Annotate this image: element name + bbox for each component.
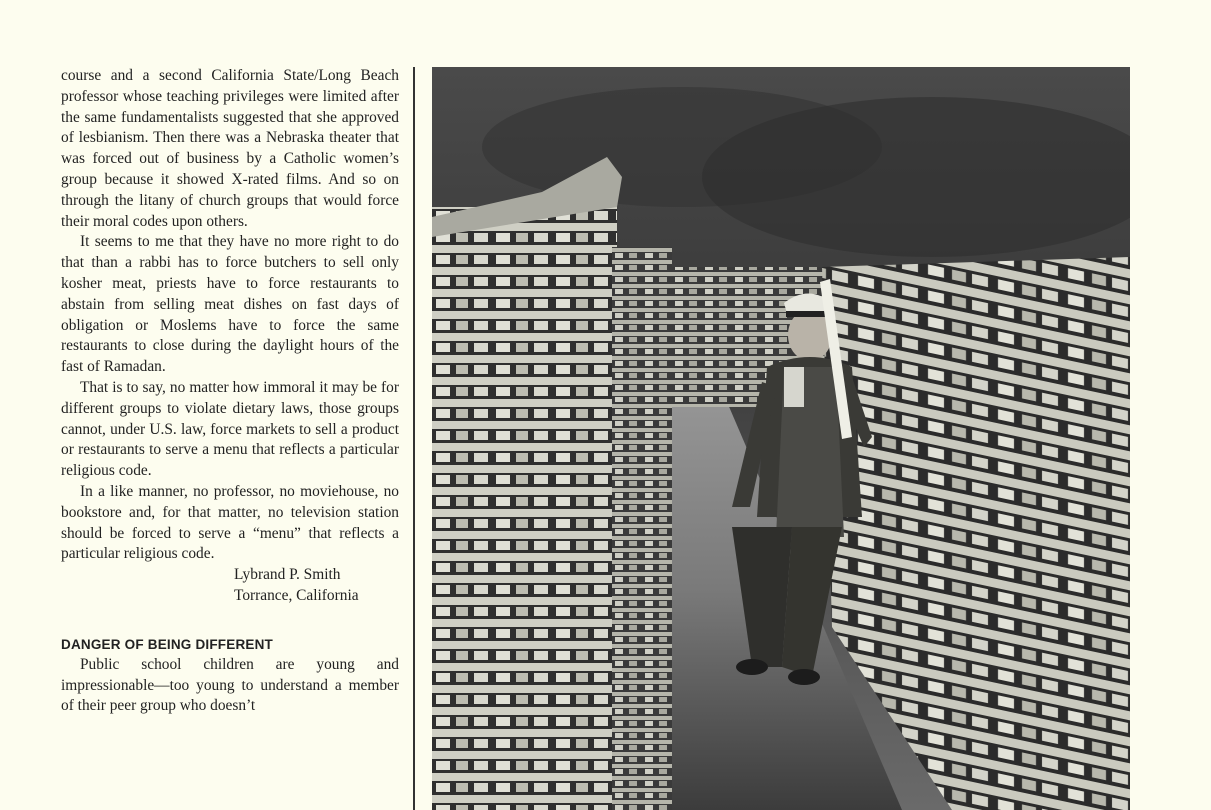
column-divider	[413, 67, 415, 810]
signature-place: Torrance, California	[234, 586, 359, 604]
section-heading: DANGER OF BEING DIFFERENT	[61, 636, 274, 652]
letter-paragraph-1: course and a second California State/Long Beach professor whose teaching privileges were limited after the same fundamentalists suggested that she approved of lesbianism. Then there was a Nebraska theater that was forced out of business by a Catholic women’s group because it showed X-rated films. And so on through the litany of church groups that would force their moral codes upon others.	[61, 67, 399, 230]
section-paragraph: Public school children are young and impressionable—too young to understand a member of their peer group who doesn’t	[61, 655, 399, 715]
lumber-yard-photo	[432, 67, 1130, 810]
letter-column	[61, 66, 399, 717]
letter-paragraph-4: In a like manner, no professor, no moviehouse, no bookstore and, for that matter, no television station should be forced to serve a “menu” that reflects a particular religious code.	[61, 482, 399, 563]
letter-paragraph-3: That is to say, no matter how immoral it may be for different groups to violate dietary laws, those groups cannot, under U.S. law, force markets to sell a product or restaurants to serve a menu that reflects a particular religious code.	[61, 378, 399, 480]
signature-name: Lybrand P. Smith	[234, 566, 341, 584]
photo-illustration	[432, 67, 1130, 810]
letter-paragraph-2: It seems to me that they have no more right to do that than a rabbi has to force butchers to sell only kosher meat, priests have to force restaurants to abstain from selling meat dishes on fast days of obligation or Moslems have to force the same restaurants to close during the daylight hours of the fast of Ramadan.	[61, 233, 399, 376]
